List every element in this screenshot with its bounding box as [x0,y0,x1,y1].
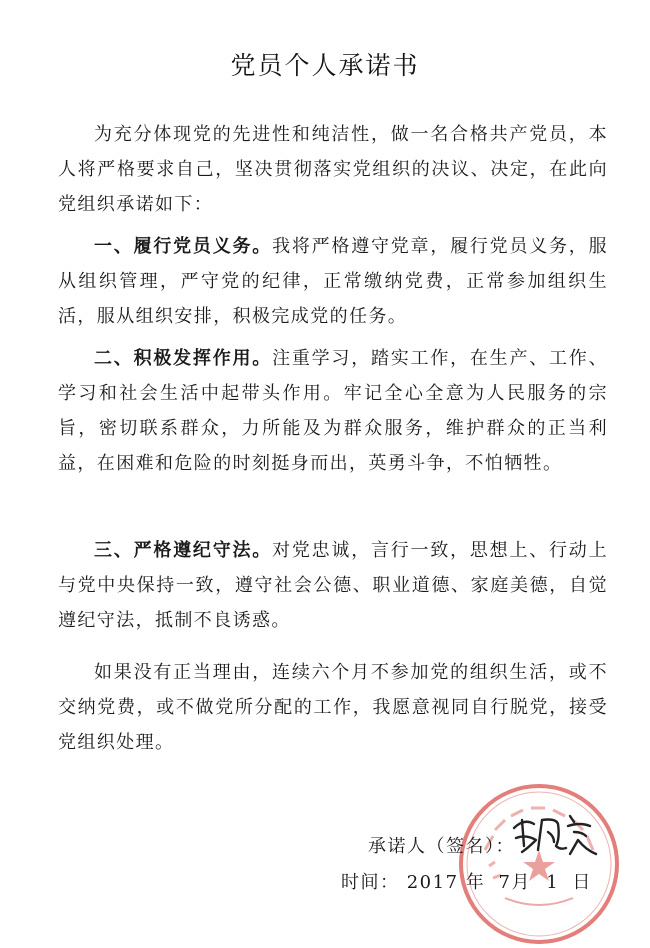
date-label: 时间： [341,872,400,893]
paragraph-heading: 二、积极发挥作用。 [94,348,273,369]
date-month-unit: 月 [511,872,531,893]
date-year: 2017 [406,872,459,893]
date-line [341,868,592,894]
signature-label: 承诺人（签名）： [368,836,515,857]
paragraph-closing [58,655,608,760]
paragraph-discipline [58,533,608,638]
paragraph-text: 我将严格遵守党章，履行党员义务，服从组织管理，严守党的纪律，正常缴纳党费，正常参加组织生活，服从组织安排，积极完成党的任务。 [58,236,608,327]
date-day: 1 [546,872,560,893]
handwritten-signature [508,806,600,862]
date-day-unit: 日 [572,872,592,893]
paragraph-text: 如果没有正当理由，连续六个月不参加党的组织生活，或不交纳党费，或不做党所分配的工作，我愿意视同自行脱党，接受党组织处理。 [58,662,608,753]
paragraph-text: 注重学习，踏实工作，在生产、工作、学习和社会生活中起带头作用。牢记全心全意为人民服务的宗旨，密切联系群众，力所能及为群众服务，维护群众的正当利益，在困难和危险的时刻挺身而出，英勇斗争，不怕牺牲。 [58,348,608,474]
paragraph-intro [58,117,608,222]
document-title: 党员个人承诺书 [230,51,420,80]
paragraph-text: 对党忠诚，言行一致，思想上、行动上与党中央保持一致，遵守社会公德、职业道德、家庭美德，自觉遵纪守法，抵制不良诱惑。 [58,540,608,631]
paragraph-text: 为充分体现党的先进性和纯洁性，做一名合格共产党员，本人将严格要求自己，坚决贯彻落实党组织的决议、决定，在此向党组织承诺如下： [58,124,608,215]
date-year-unit: 年 [465,872,486,893]
paragraph-role [58,341,608,481]
paragraph-heading: 一、履行党员义务。 [94,236,273,257]
paragraph-duty [58,229,608,334]
date-month: 7 [498,872,512,893]
paragraph-heading: 三、严格遵纪守法。 [94,540,273,561]
signature-line [368,832,515,858]
